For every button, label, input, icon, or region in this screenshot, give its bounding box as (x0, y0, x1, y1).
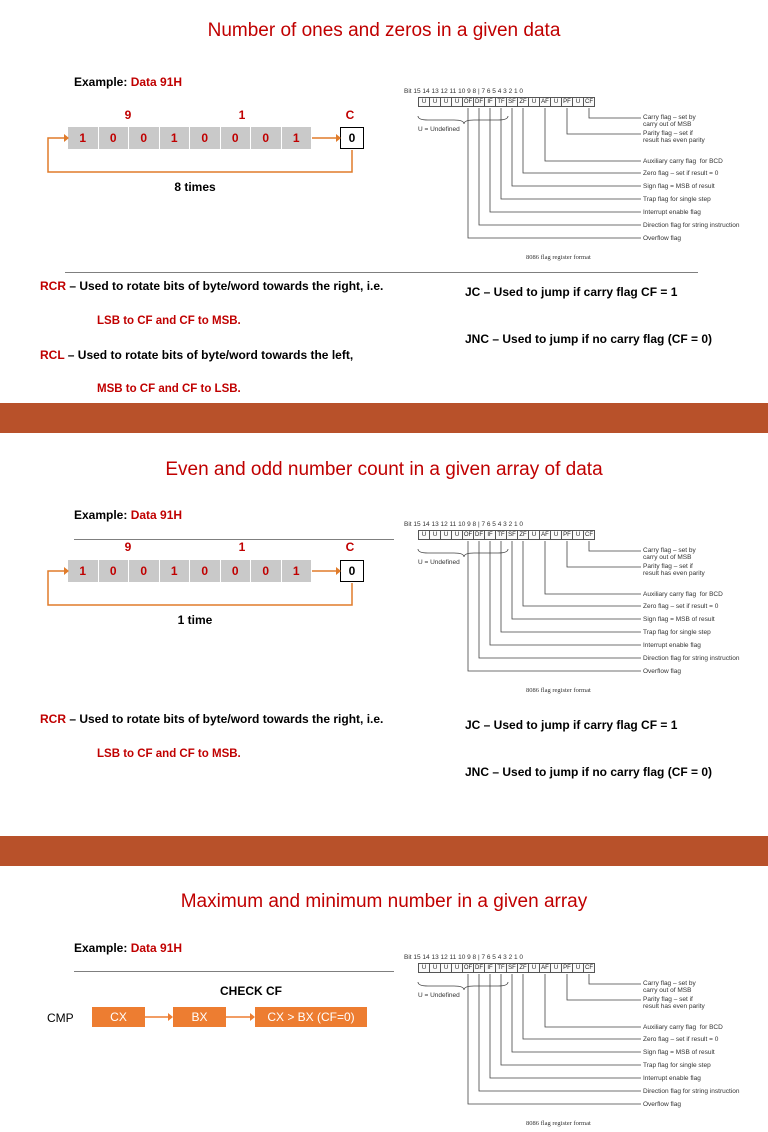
flag-cell: PF (561, 97, 573, 107)
rcr-text: – Used to rotate bits of byte/word towards the right, i.e. (66, 712, 384, 726)
flag-cell: OF (463, 532, 473, 538)
cmp-label: CMP (47, 1011, 74, 1025)
rcl-detail: MSB to CF and CF to LSB. (97, 383, 241, 395)
slide-separator-band (0, 403, 768, 433)
flag-description: Trap flag for single step (643, 196, 711, 203)
flag-undefined-note: U = Undefined (418, 559, 460, 566)
carry-flag-box: 0 (340, 560, 364, 582)
flag-cell: U (528, 530, 540, 540)
flag-cell: DF (475, 532, 483, 538)
bit-cell: 0 (190, 560, 221, 582)
flag-cell: TF (495, 97, 507, 107)
flag-cell: IF (484, 530, 496, 540)
flag-cell: U (528, 963, 540, 973)
flag-cell: U (451, 963, 463, 973)
bit-cell: 0 (251, 127, 282, 149)
flag-cell: U (572, 530, 584, 540)
flag-description: Parity flag – set if result has even parity (643, 130, 705, 144)
bit-cell: 0 (99, 560, 130, 582)
flag-cell: IF (484, 97, 496, 107)
example-prefix: Example: (74, 75, 128, 89)
carry-flag-box: 0 (340, 127, 364, 149)
flag-cell: PF (561, 963, 573, 973)
hex-label-1: 1 (238, 540, 246, 554)
flag-description: Auxiliary carry flag for BCD (643, 591, 723, 598)
flag-description: Interrupt enable flag (643, 1075, 701, 1082)
flag-cell: U (429, 963, 441, 973)
bit-cell: 1 (282, 560, 313, 582)
flag-description: Overflow flag (643, 235, 681, 242)
flag-cell: CF (585, 99, 593, 105)
flag-caption: 8086 flag register format (526, 687, 591, 694)
flag-cell: SF (506, 530, 518, 540)
bit-cell: 1 (160, 560, 191, 582)
flow-box-result: CX > BX (CF=0) (255, 1007, 367, 1027)
bit-cell: 0 (221, 127, 252, 149)
flag-cell: AF (539, 530, 551, 540)
rcr-name: RCR (40, 279, 66, 293)
flag-description: Parity flag – set if result has even parity (643, 996, 705, 1010)
slide-title: Number of ones and zeros in a given data (207, 20, 561, 41)
flag-cell: TF (495, 963, 507, 973)
flag-description: Auxiliary carry flag for BCD (643, 158, 723, 165)
rcr-text: – Used to rotate bits of byte/word towards the right, i.e. (66, 279, 384, 293)
flag-description: Zero flag – set if result = 0 (643, 1036, 719, 1043)
flag-description: Carry flag – set by carry out of MSB (643, 114, 696, 128)
flag-description: Direction flag for string instruction (643, 222, 740, 229)
flow-box-bx: BX (173, 1007, 226, 1027)
flag-cell: CF (585, 532, 593, 538)
flag-cell: U (550, 97, 562, 107)
flag-cell: OF (463, 965, 473, 971)
flag-cell: PF (561, 530, 573, 540)
bit-cell: 1 (68, 127, 99, 149)
flag-description: Carry flag – set by carry out of MSB (643, 547, 696, 561)
example-value: Data 91H (130, 508, 183, 522)
flag-cell: U (550, 530, 562, 540)
flag-description: Parity flag – set if result has even parity (643, 563, 705, 577)
flag-cell: TF (495, 530, 507, 540)
flag-leader-lines (398, 515, 762, 699)
flag-cell: U (440, 963, 452, 973)
bit-cell: 1 (282, 127, 313, 149)
hex-label-c: C (345, 108, 355, 122)
flag-cell: U (451, 530, 463, 540)
jc-description: JC – Used to jump if carry flag CF = 1 (465, 285, 678, 299)
bit-cell: 0 (129, 127, 160, 149)
flag-undefined-note: U = Undefined (418, 126, 460, 133)
flag-cell: U (429, 530, 441, 540)
flag-cell: DF (475, 99, 483, 105)
flag-cell: U (418, 530, 430, 540)
flag-cell: ZF (517, 530, 529, 540)
flag-cell: U (550, 963, 562, 973)
flag-cell: U (418, 963, 430, 973)
example-value: Data 91H (130, 941, 183, 955)
flag-bit-numbers: Bit 15 14 13 12 11 10 9 8 | 7 6 5 4 3 2 1 0 (404, 954, 524, 961)
flag-description: Overflow flag (643, 1101, 681, 1108)
hex-label-9: 9 (124, 540, 132, 554)
flag-description: Trap flag for single step (643, 629, 711, 636)
rcr-detail: LSB to CF and CF to MSB. (97, 748, 241, 760)
flag-cell: U (451, 97, 463, 107)
flag-cell: U (572, 97, 584, 107)
rcl-name: RCL (40, 348, 65, 362)
flag-description: Overflow flag (643, 668, 681, 675)
flag-description: Zero flag – set if result = 0 (643, 603, 719, 610)
flag-cell: AF (539, 963, 551, 973)
rcr-description (40, 279, 383, 293)
flag-description: Carry flag – set by carry out of MSB (643, 980, 696, 994)
check-cf-label: CHECK CF (220, 984, 282, 998)
flag-cell: ZF (517, 97, 529, 107)
flag-cell: ZF (517, 963, 529, 973)
bit-cell: 0 (99, 127, 130, 149)
flag-register-figure (398, 515, 762, 699)
slide-title: Maximum and minimum number in a given array (180, 891, 588, 912)
flow-box-cx: CX (92, 1007, 145, 1027)
example-prefix: Example: (74, 508, 128, 522)
rcr-name: RCR (40, 712, 66, 726)
times-label: 1 time (177, 613, 213, 627)
flag-description: Interrupt enable flag (643, 642, 701, 649)
rcl-text: – Used to rotate bits of byte/word towards the left, (64, 348, 354, 362)
rcl-description (40, 348, 353, 362)
rcr-detail: LSB to CF and CF to MSB. (97, 315, 241, 327)
flag-description: Sign flag = MSB of result (643, 183, 715, 190)
divider-line (65, 272, 698, 273)
flag-cell: U (528, 97, 540, 107)
hex-label-c: C (345, 540, 355, 554)
jnc-description: JNC – Used to jump if no carry flag (CF = 0) (465, 765, 713, 779)
flag-cell: AF (539, 97, 551, 107)
flag-cell: IF (484, 963, 496, 973)
flag-bit-numbers: Bit 15 14 13 12 11 10 9 8 | 7 6 5 4 3 2 1 0 (404, 521, 524, 528)
example-prefix: Example: (74, 941, 128, 955)
flag-bit-numbers: Bit 15 14 13 12 11 10 9 8 | 7 6 5 4 3 2 1 0 (404, 88, 524, 95)
flag-description: Direction flag for string instruction (643, 1088, 740, 1095)
flag-description: Trap flag for single step (643, 1062, 711, 1069)
flag-cell: OF (463, 99, 473, 105)
bit-cell: 1 (160, 127, 191, 149)
flag-description: Auxiliary carry flag for BCD (643, 1024, 723, 1031)
flag-cell: SF (506, 963, 518, 973)
flag-cell: DF (475, 965, 483, 971)
flag-description: Sign flag = MSB of result (643, 616, 715, 623)
bit-cell: 0 (221, 560, 252, 582)
flag-register-figure (398, 82, 762, 266)
flag-cell: U (572, 963, 584, 973)
slide-title: Even and odd number count in a given array of data (165, 459, 603, 480)
flag-cell: U (440, 530, 452, 540)
example-value: Data 91H (130, 75, 183, 89)
flag-cell: SF (506, 97, 518, 107)
hex-label-1: 1 (238, 108, 246, 122)
flag-cell: CF (585, 965, 593, 971)
flag-caption: 8086 flag register format (526, 254, 591, 261)
flag-undefined-note: U = Undefined (418, 992, 460, 999)
flag-cell: U (429, 97, 441, 107)
hex-label-9: 9 (124, 108, 132, 122)
flag-description: Zero flag – set if result = 0 (643, 170, 719, 177)
flag-caption: 8086 flag register format (526, 1120, 591, 1127)
flag-description: Interrupt enable flag (643, 209, 701, 216)
flag-description: Direction flag for string instruction (643, 655, 740, 662)
bit-cell: 1 (68, 560, 99, 582)
bit-cell: 0 (190, 127, 221, 149)
flag-register-figure (398, 948, 762, 1127)
flag-description: Sign flag = MSB of result (643, 1049, 715, 1056)
jnc-description: JNC – Used to jump if no carry flag (CF = 0) (465, 332, 713, 346)
slide-separator-band (0, 836, 768, 866)
bit-cell: 0 (251, 560, 282, 582)
flag-cell: U (440, 97, 452, 107)
jc-description: JC – Used to jump if carry flag CF = 1 (465, 718, 678, 732)
bit-cell: 0 (129, 560, 160, 582)
rcr-description (40, 712, 383, 726)
flag-leader-lines (398, 948, 762, 1132)
times-label: 8 times (174, 180, 216, 194)
flag-leader-lines (398, 82, 762, 266)
flag-cell: U (418, 97, 430, 107)
